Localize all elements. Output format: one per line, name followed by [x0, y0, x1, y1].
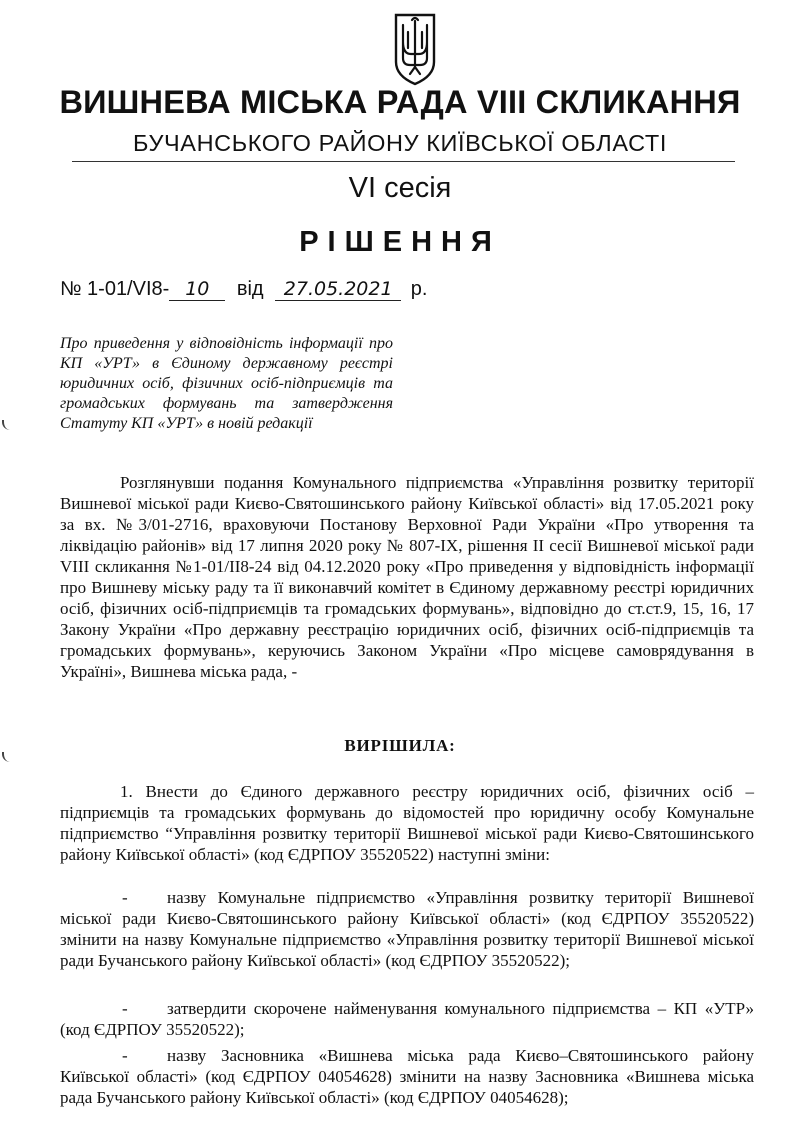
- number-label: №: [60, 278, 82, 300]
- coat-of-arms-icon: [392, 12, 438, 86]
- handwritten-date: 27.05.2021: [275, 278, 401, 301]
- year-suffix: р.: [410, 278, 428, 300]
- decision-subject: Про приведення у відповідність інформації про КП «УРТ» в Єдиному державному реєстрі юридичних осіб, фізичних осіб-підприємців та громадських формувань та затвердження Статуту КП «УРТ» в новій редакції: [60, 335, 393, 432]
- preamble-paragraph: Розглянувши подання Комунального підприємства «Управління розвитку території Вишневої міської ради Києво-Святошинського району Київської області» від 17.05.2021 року за вх. №3/01-2716, враховуючи Постанову Верховної Ради України «Про утворення та ліквідацію районів» від 17 липня 2020 року № 807-IX, рішення ІІ сесії Вишневої міської ради VIII скликання №1-01/II8-24 від 04.12.2020 року «Про приведення у відповідність інформації про Вишневу міську раду та її виконавчий комітет в Єдиному державному реєстрі юридичних осіб, фізичних осіб-підприємців та громадських формувань», відповідно до ст.ст.9, 15, 16, 17 Закону України «Про державну реєстрацію юридичних осіб, фізичних осіб-підприємців та громадських формувань», керуючись Законом України «Про місцеве самоврядування в Україні», Вишнева міська рада, -: [60, 473, 754, 681]
- decided-heading: ВИРІШИЛА:: [344, 736, 456, 755]
- decision-title: РІШЕННЯ: [299, 226, 501, 258]
- council-title: ВИШНЕВА МІСЬКА РАДА VIII СКЛИКАННЯ: [59, 84, 741, 120]
- item-1-paragraph: 1. Внести до Єдиного державного реєстру юридичних осіб, фізичних осіб – підприємців та громадських формувань до відомостей про юридичну особу Комунальне підприємство “Управління розвитку території Вишневої міської ради Києво-Святошинського району Київської області» (код ЄДРПОУ 35520522) наступні зміни:: [60, 782, 754, 864]
- handwritten-number: 10: [169, 278, 225, 301]
- header-divider: [72, 161, 735, 162]
- district-title: БУЧАНСЬКОГО РАЙОНУ КИЇВСЬКОЇ ОБЛАСТІ: [133, 130, 667, 156]
- scan-mark: [2, 752, 10, 762]
- list-item: - назву Комунальне підприємство «Управління розвитку території Вишневої міської ради Києво-Святошинського району Київської області» (код ЄДРПОУ 35520522) змінити на назву Комунальне підприємство «Управління розвитку території Вишневої міської ради Бучанського району Київської області» (код ЄДРПОУ 35520522);: [60, 888, 754, 970]
- scan-mark: [2, 420, 10, 430]
- session-title: VI сесія: [348, 172, 452, 204]
- list-item: - затвердити скорочене найменування комунального підприємства – КП «УТР» (код ЄДРПОУ 35520522);: [60, 999, 754, 1039]
- list-item: - назву Засновника «Вишнева міська рада Києво–Святошинського району Київської області» (код ЄДРПОУ 04054628) змінити на назву Засновника «Вишнева міська рада Бучанського району Київської області» (код ЄДРПОУ 04054628);: [60, 1046, 754, 1107]
- date-label: від: [236, 278, 264, 300]
- number-prefix: 1-01/VI8-: [87, 278, 170, 300]
- decision-number-line: [60, 278, 427, 301]
